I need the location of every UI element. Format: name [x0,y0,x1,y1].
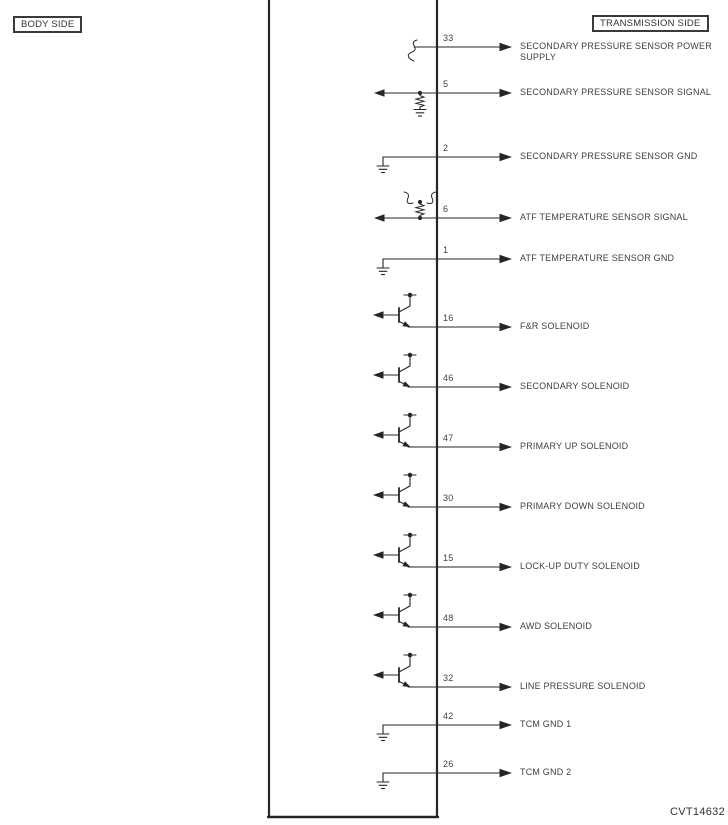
pin-number-30: 30 [443,493,454,503]
pin-number-2: 2 [443,143,449,153]
row-graphics-2 [377,153,512,173]
pin-number-26: 26 [443,759,454,769]
emitter-arrow-icon [403,621,411,627]
transistor-icon [373,293,416,327]
emitter-arrow-icon [403,501,411,507]
emitter-arrow-icon [403,381,411,387]
left-arrow-icon [373,671,384,679]
row-graphics-1 [377,255,512,275]
circuit-node-dot [418,200,422,204]
transistor-icon [373,353,416,387]
signal-label-6: ATF TEMPERATURE SENSOR SIGNAL [520,212,688,222]
right-arrow-icon [500,563,513,572]
pin-number-42: 42 [443,711,454,721]
row-graphics-5 [374,89,512,116]
row-graphics-46 [373,353,512,392]
junction-dot [418,91,422,95]
left-arrow-icon [373,491,384,499]
right-arrow-icon [500,503,513,512]
transistor-icon [373,533,416,567]
right-arrow-icon [500,721,513,730]
row-graphics-26 [377,769,512,789]
pin-number-1: 1 [443,245,449,255]
ground-icon [377,157,389,173]
right-arrow-icon [500,623,513,632]
resistor-icon [416,96,424,108]
break-symbol [427,192,436,203]
pin-number-16: 16 [443,313,454,323]
ground-icon [377,725,389,741]
signal-label-48: AWD SOLENOID [520,621,593,631]
left-arrow-icon [373,431,384,439]
left-arrow-icon [373,611,384,619]
left-arrow-icon [374,214,385,222]
figure-code: CVT14632 [670,806,725,818]
row-graphics-16 [373,293,512,332]
signal-label-5: SECONDARY PRESSURE SENSOR SIGNAL [520,87,712,97]
break-symbol [404,192,413,203]
transistor-icon [373,593,416,627]
body-side-label: BODY SIDE [13,16,82,33]
right-arrow-icon [500,769,513,778]
signal-label-16: F&R SOLENOID [520,321,590,331]
signal-label-26: TCM GND 2 [520,767,572,777]
right-arrow-icon [500,443,513,452]
signal-label-2: SECONDARY PRESSURE SENSOR GND [520,151,698,161]
row-graphics-30 [373,473,512,512]
emitter-arrow-icon [403,321,411,327]
transistor-icon [373,653,416,687]
right-arrow-icon [500,153,513,162]
ground-icon [414,107,426,116]
signal-label-15: LOCK-UP DUTY SOLENOID [520,561,640,571]
pin-number-32: 32 [443,673,454,683]
pin-number-6: 6 [443,204,449,214]
row-graphics-48 [373,593,512,632]
emitter-arrow-icon [403,441,411,447]
transmission-side-label: TRANSMISSION SIDE [592,15,709,32]
right-arrow-icon [500,323,513,332]
pin-number-33: 33 [443,33,454,43]
right-arrow-icon [500,683,513,692]
transistor-icon [373,413,416,447]
emitter-arrow-icon [403,681,411,687]
row-graphics-47 [373,413,512,452]
pin-number-5: 5 [443,79,449,89]
signal-label-1: ATF TEMPERATURE SENSOR GND [520,253,675,263]
signal-label-42: TCM GND 1 [520,719,572,729]
row-graphics-15 [373,533,512,572]
resistor-icon [416,204,424,216]
transistor-icon [373,473,416,507]
signal-label-47: PRIMARY UP SOLENOID [520,441,629,451]
signal-label-30: PRIMARY DOWN SOLENOID [520,501,645,511]
signal-label-33: SECONDARY PRESSURE SENSOR POWER SUPPLY [520,41,712,62]
ground-icon [377,773,389,789]
right-arrow-icon [500,255,513,264]
left-arrow-icon [373,311,384,319]
pin-number-48: 48 [443,613,454,623]
left-arrow-icon [373,371,384,379]
row-graphics-42 [377,721,512,741]
right-arrow-icon [500,43,513,52]
row-graphics-32 [373,653,512,692]
row-graphics-33 [408,40,512,61]
break-symbol [408,40,417,61]
junction-dot [418,216,422,220]
right-arrow-icon [500,89,513,98]
left-arrow-icon [374,89,385,97]
right-arrow-icon [500,383,513,392]
left-arrow-icon [373,551,384,559]
ground-icon [377,259,389,275]
pin-number-47: 47 [443,433,454,443]
pin-number-15: 15 [443,553,454,563]
right-arrow-icon [500,214,513,223]
emitter-arrow-icon [403,561,411,567]
signal-label-46: SECONDARY SOLENOID [520,381,630,391]
signal-label-32: LINE PRESSURE SOLENOID [520,681,646,691]
pin-number-46: 46 [443,373,454,383]
